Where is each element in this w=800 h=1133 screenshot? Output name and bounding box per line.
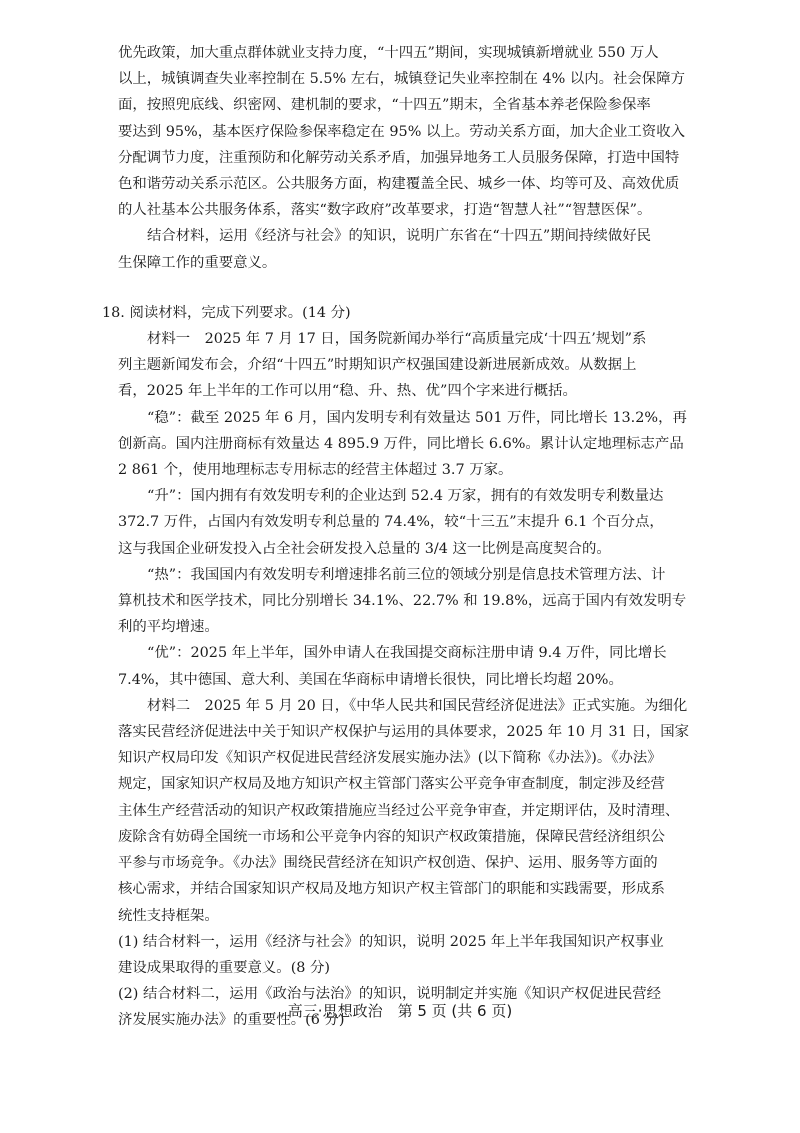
text-line: 统性支持框架。 xyxy=(118,907,219,924)
text-line: 要达到 95%，基本医疗保险参保率稳定在 95% 以上。劳动关系方面，加大企业工资收入 xyxy=(118,123,685,140)
text-line: 核心需求，并结合国家知识产权局及地方知识产权主管部门的职能和实践需要，形成系 xyxy=(118,881,665,898)
q18-subquestion-1 xyxy=(118,929,706,981)
text-line: 知识产权局印发《知识产权促进民营经济发展实施办法》(以下简称《办法》)。《办法》 xyxy=(118,750,662,767)
q17-material-tail xyxy=(118,40,706,223)
text-line: (2) 结合材料二，运用《政治与法治》的知识，说明制定并实施《知识产权促进民营经 xyxy=(118,986,662,1003)
text-line: 372.7 万件，占国内有效发明专利总量的 74.4%，较“十三五”末提升 6.1 个百分点， xyxy=(118,514,664,531)
text-line: 平参与市场竞争。《办法》围绕民营经济在知识产权创造、保护、运用、服务等方面的 xyxy=(118,855,658,872)
text-line: 济发展实施办法》的重要性。(6 分) xyxy=(118,1012,345,1029)
text-line: 生保障工作的重要意义。 xyxy=(118,254,277,271)
text-line: “升”：国内拥有有效发明专利的企业达到 52.4 万家，拥有的有效发明专利数量达 xyxy=(147,488,664,505)
text-line: 创新高。国内注册商标有效量达 4 895.9 万件，同比增长 6.6%。累计认定地理标志产品 xyxy=(118,435,684,452)
question-heading: 18. 阅读材料，完成下列要求。(14 分) xyxy=(102,304,351,321)
q17-task xyxy=(118,223,706,275)
text-line: 利的平均增速。 xyxy=(118,619,219,636)
text-line: 算机技术和医学技术，同比分别增长 34.1%、22.7% 和 19.8%，远高于国内有效发明专 xyxy=(118,593,687,610)
text-line: 看，2025 年上半年的工作可以用“稳、升、热、优”四个字来进行概括。 xyxy=(118,383,577,400)
text-line: 建设成果取得的重要意义。(8 分) xyxy=(118,959,331,976)
text-line: 结合材料，运用《经济与社会》的知识，说明广东省在“十四五”期间持续做好民 xyxy=(147,228,651,245)
text-line: 废除含有妨碍全国统一市场和公平竞争内容的知识产权政策措施，保障民营经济组织公 xyxy=(118,828,665,845)
text-line: 这与我国企业研发投入占全社会研发投入总量的 3/4 这一比例是高度契合的。 xyxy=(118,540,611,557)
text-line: “优”：2025 年上半年，国外申请人在我国提交商标注册申请 9.4 万件，同比增长 xyxy=(147,645,667,662)
spacer xyxy=(118,276,706,300)
q18-material-1 xyxy=(118,326,706,693)
text-line: 规定，国家知识产权局及地方知识产权主管部门落实公平竞争审查制度，制定涉及经营 xyxy=(118,776,665,793)
text-line: “稳”：截至 2025 年 6 月，国内发明专利有效量达 501 万件，同比增长 13.2%，再 xyxy=(147,409,687,426)
text-line: 的人社基本公共服务体系，落实“数字政府”改革要求，打造“智慧人社”“智慧医保”。 xyxy=(118,202,652,219)
text-line: 7.4%，其中德国、意大利、美国在华商标申请增长很快，同比增长均超 20%。 xyxy=(118,671,623,688)
text-line: 优先政策，加大重点群体就业支持力度，“十四五”期间，实现城镇新增就业 550 万人 xyxy=(118,45,659,61)
text-line: 色和谐劳动关系示范区。公共服务方面，构建覆盖全民、城乡一体、均等可及、高效优质 xyxy=(118,176,680,193)
text-line: 落实民营经济促进法中关于知识产权保护与运用的具体要求，2025 年 10 月 31 日，国家 xyxy=(118,724,690,741)
text-line: 2 861 个，使用地理标志专用标志的经营主体超过 3.7 万家。 xyxy=(118,462,513,479)
exam-page xyxy=(102,40,706,1034)
text-line: 主体生产经营活动的知识产权政策措施应当经过公平竞争审查，并定期评估，及时清理、 xyxy=(118,802,680,819)
text-line: “热”：我国国内有效发明专利增速排名前三位的领域分别是信息技术管理方法、计 xyxy=(147,566,666,583)
text-line: 以上，城镇调查失业率控制在 5.5% 左右，城镇登记失业率控制在 4% 以内。社会保障方 xyxy=(118,71,685,88)
text-line: 材料二 2025 年 5 月 20 日，《中华人民共和国民营经济促进法》正式实施。为细化 xyxy=(147,697,688,714)
text-line: (1) 结合材料一，运用《经济与社会》的知识，说明 2025 年上半年我国知识产权事业 xyxy=(118,933,664,950)
page-footer: 高三·思想政治 第 5 页 (共 6 页) xyxy=(287,1002,513,1020)
text-line: 材料一 2025 年 7 月 17 日，国务院新闻办举行“高质量完成‘十四五’规划”系 xyxy=(147,331,647,348)
text-line: 分配调节力度，注重预防和化解劳动关系矛盾，加强异地务工人员服务保障，打造中国特 xyxy=(118,149,680,166)
text-line: 列主题新闻发布会，介绍“十四五”时期知识产权强国建设新进展新成效。从数据上 xyxy=(118,357,637,374)
text-line: 面，按照兜底线、织密网、建机制的要求，“十四五”期末，全省基本养老保险参保率 xyxy=(118,97,651,114)
q18-material-2 xyxy=(118,693,706,929)
